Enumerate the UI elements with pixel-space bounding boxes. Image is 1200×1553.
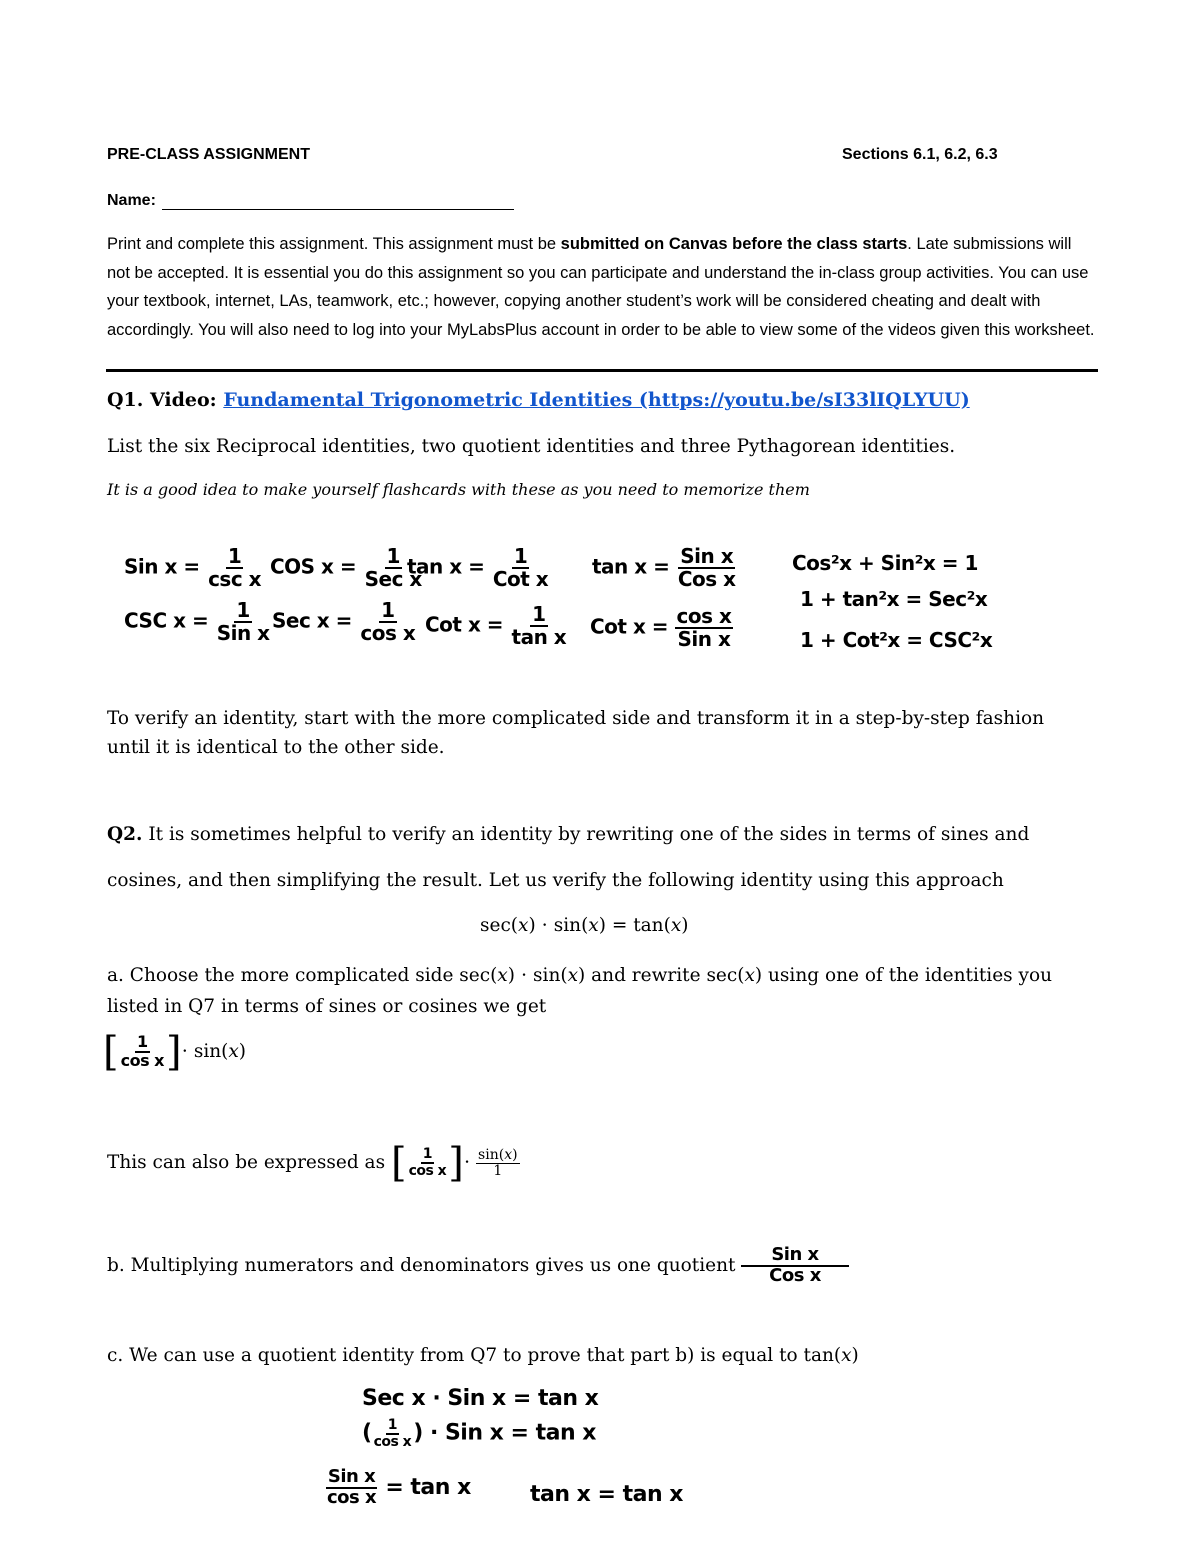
work-line-3: $\frac{\text{Sin x}}{\text{cos x}}$ = tan x	[327, 1466, 471, 1508]
q2b-text: b. Multiplying numerators and denominators gives us one quotient $\frac{\text{Sin x}}{\text{Cos x}}$	[107, 1246, 849, 1286]
q2c-text: c. We can use a quotient identity from Q7 to prove that part b) is equal to tan(𝑥)	[107, 1345, 859, 1366]
intro-text-2: . Late submissions will not be accepted. It is essential you do this assignment so you can participate and understand the in-class group activities. You can use your textbook, internet, LAs, teamwork, etc.; however, copying another student’s work will be considered cheating and dealt with accordingly. You will also need to log into your MyLabsPlus account in order to be able to view some of the videos given this worksheet.	[107, 235, 1095, 339]
identity-sin: Sin x = $\frac{1}{\text{csc x}}$	[124, 544, 262, 591]
identity-sec: Sec x = $\frac{1}{\text{cos x}}$	[272, 598, 416, 645]
identity-tan: tan x = $\frac{1}{\text{Cot x}}$	[407, 544, 549, 591]
verify-text: To verify an identity, start with the more complicated side and transform it in a step-by-step fashion until it is identical to the other side.	[107, 708, 1045, 758]
q2-label: Q2.	[107, 824, 143, 845]
identity-pythagorean-2: 1 + tan²x = Sec²x	[800, 587, 988, 611]
work-line-1: Sec x · Sin x = tan x	[362, 1386, 599, 1411]
assignment-title: PRE-CLASS ASSIGNMENT	[107, 146, 310, 163]
q1-note: It is a good idea to make yourself flashcards with these as you need to memorize them	[107, 480, 810, 499]
name-row	[107, 192, 514, 210]
identity-cos: COS x = $\frac{1}{\text{Sec x}}$	[270, 544, 422, 591]
work-line-2: ( $\frac{1}{\text{cos x}}$ ) · Sin x = tan x	[362, 1417, 596, 1450]
video-link[interactable]: Fundamental Trigonometric Identities (https://youtu.be/sI33lIQLYUU)	[223, 389, 970, 411]
q2a-text: a. Choose the more complicated side sec(𝑥) ⋅ sin(𝑥) and rewrite sec(𝑥) using one of the identities you listed in Q7 in terms of sines or cosines we get	[107, 965, 1053, 1017]
sections-label: Sections 6.1, 6.2, 6.3	[842, 146, 998, 163]
identity-cot: Cot x = $\frac{1}{\text{tan x}}$	[425, 602, 567, 649]
divider	[106, 369, 1098, 372]
q1-label: Q1. Video:	[107, 389, 224, 411]
identity-csc: CSC x = $\frac{1}{\text{Sin x}}$	[124, 598, 270, 645]
identity-tan-quotient: tan x = $\frac{\text{Sin x}}{\text{Cos x}}$	[592, 544, 736, 591]
q2-equation: sec(𝑥) ⋅ sin(𝑥) = tan(𝑥)	[480, 915, 689, 936]
q2a-expression: [ $\frac{1}{\text{cos x}}$ ]⋅ sin(𝑥)	[103, 1029, 247, 1075]
q2-line-1: Q2. It is sometimes helpful to verify an identity by rewriting one of the sides in terms of sines and	[107, 824, 1030, 845]
intro-text-1: Print and complete this assignment. This assignment must be	[107, 235, 561, 253]
identity-pythagorean-1: Cos²x + Sin²x = 1	[792, 551, 978, 575]
identity-pythagorean-3: 1 + Cot²x = CSC²x	[800, 628, 993, 652]
intro-bold: submitted on Canvas before the class starts	[560, 235, 908, 253]
name-label: Name:	[107, 192, 156, 209]
work-line-4: tan x = tan x	[530, 1482, 683, 1507]
q2a-also-expressed: This can also be expressed as [ $\frac{1}{\text{cos x}}$ ]⋅ $\frac{\text{sin(𝑥)}}{1}$	[107, 1140, 518, 1186]
identity-cot-quotient: Cot x = $\frac{\text{cos x}}{\text{Sin x}}$	[590, 604, 732, 651]
q2-line-2: cosines, and then simplifying the result. Let us verify the following identity using this approach	[107, 870, 1004, 891]
q1-heading	[107, 389, 970, 411]
intro-paragraph	[107, 230, 1097, 344]
q1-instruction: List the six Reciprocal identities, two quotient identities and three Pythagorean identities.	[107, 436, 956, 457]
name-blank-line	[162, 193, 514, 210]
